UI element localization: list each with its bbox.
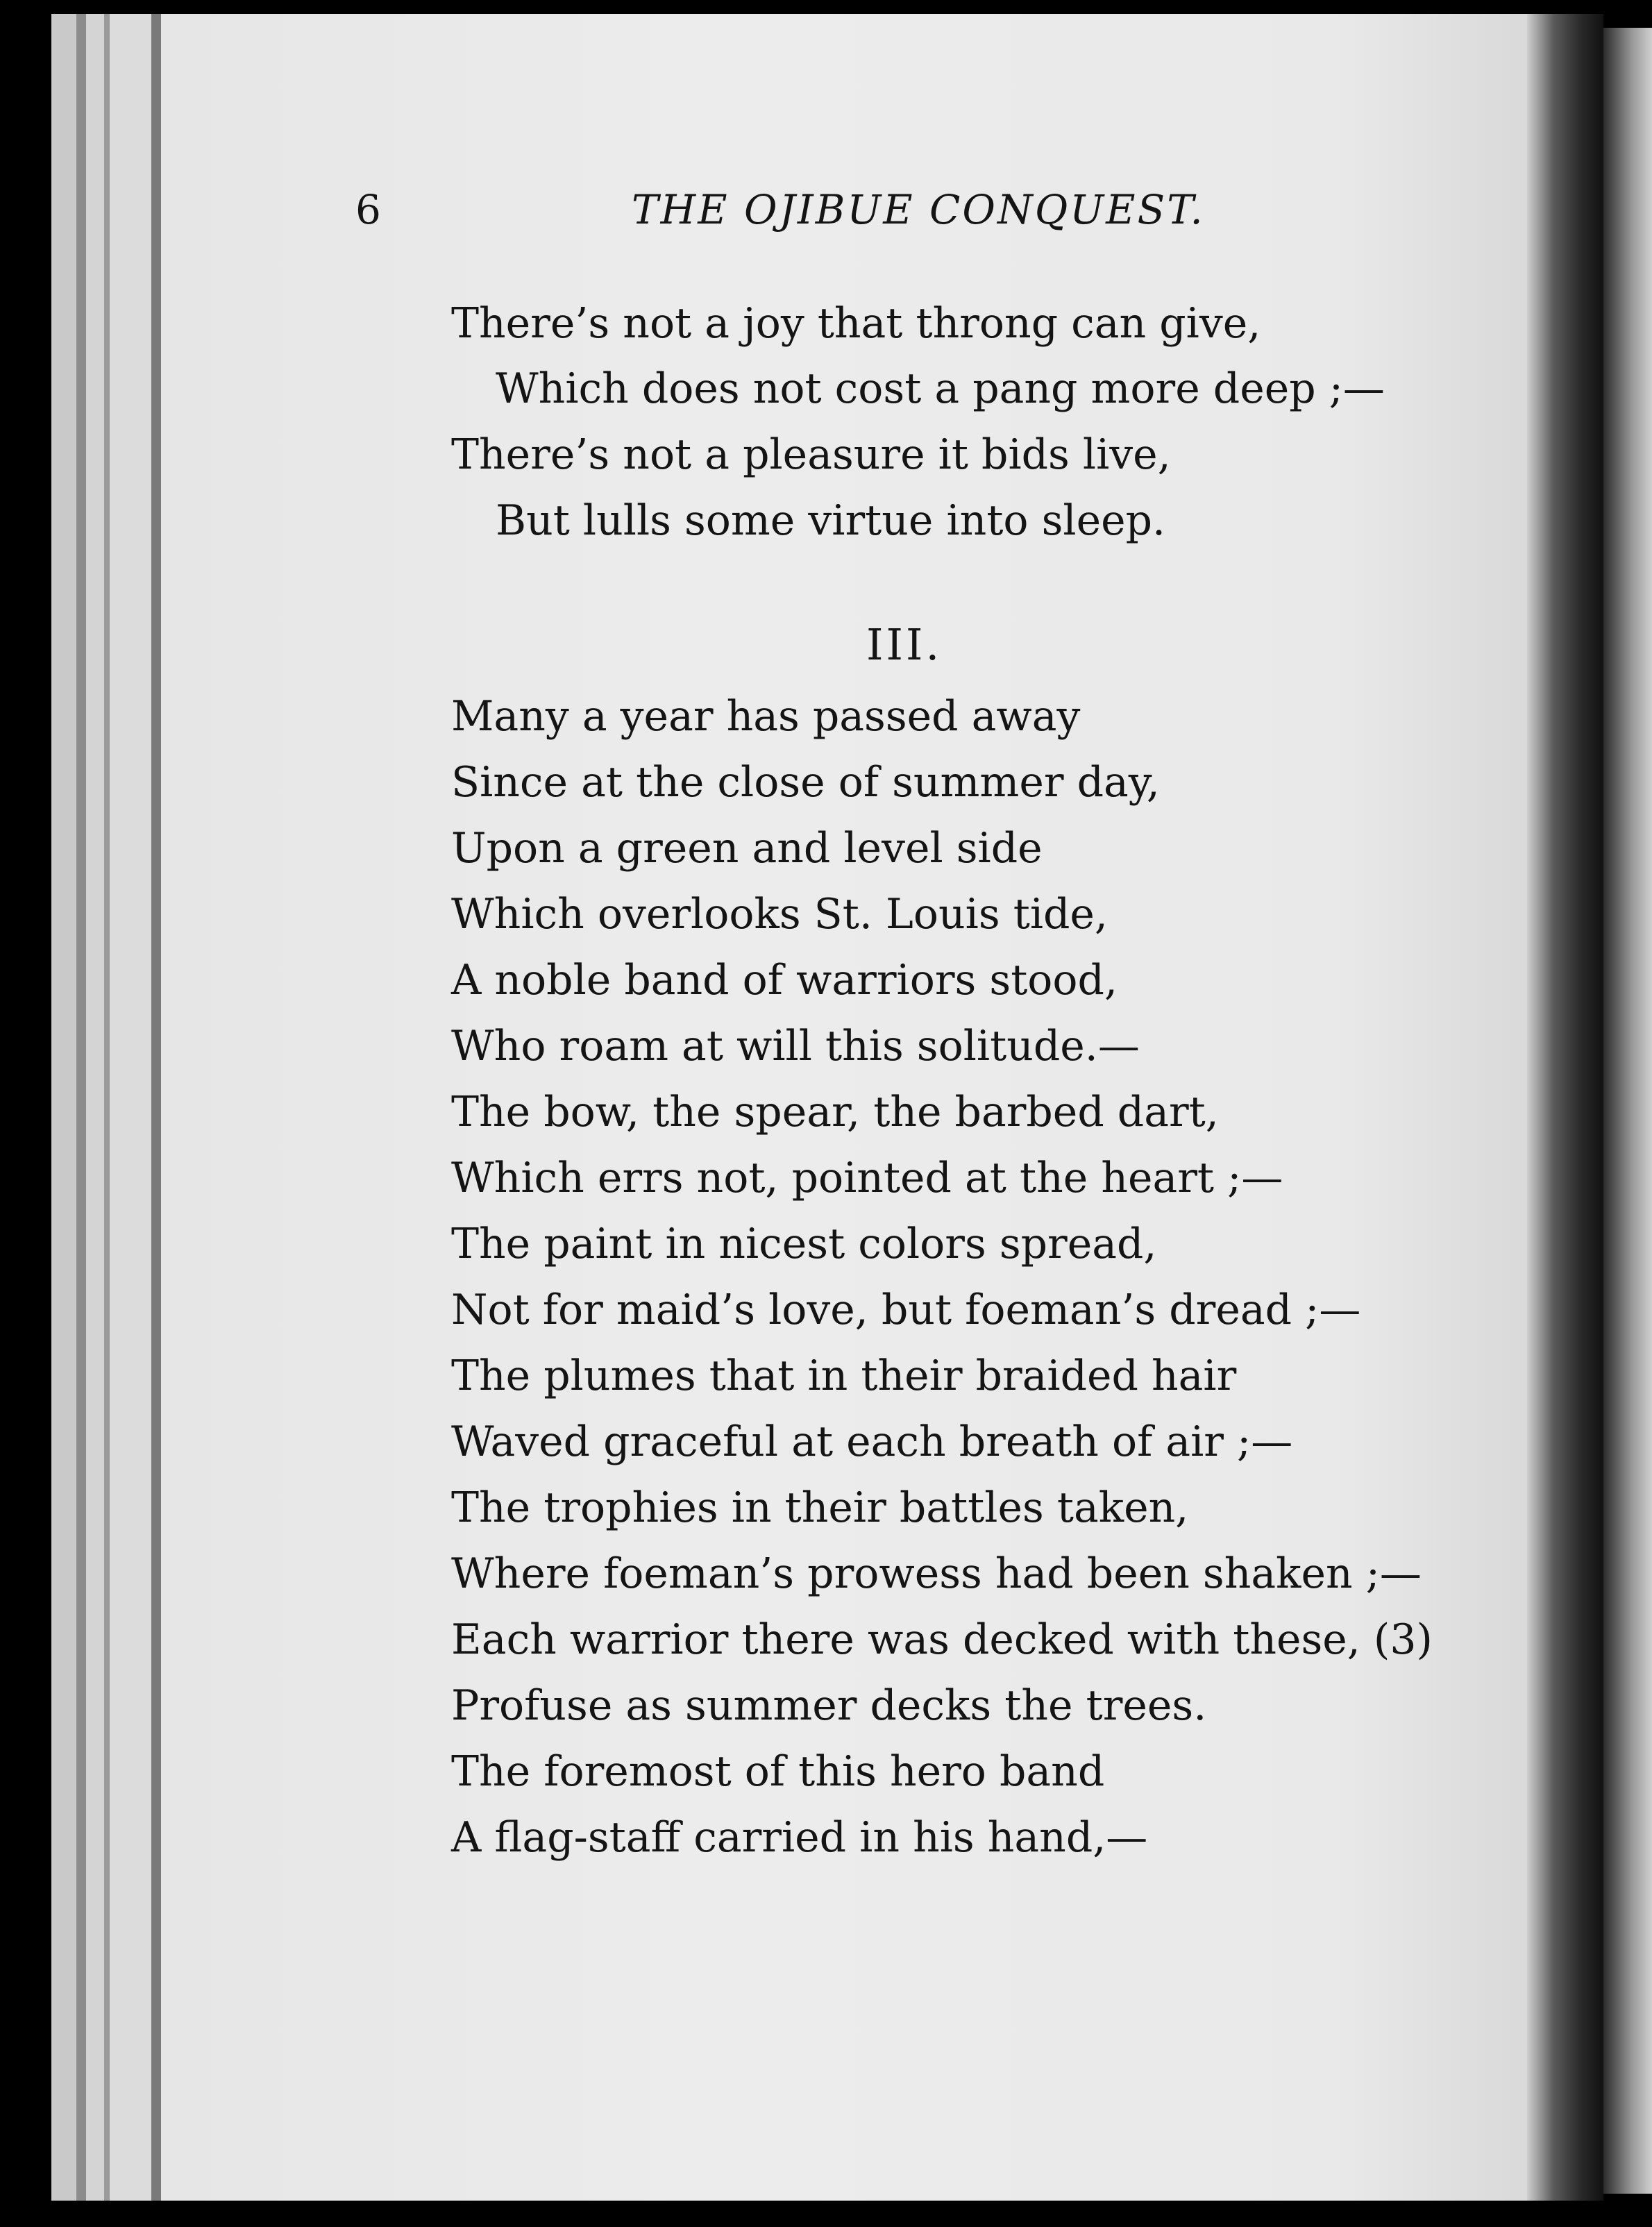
poem-line: Profuse as summer decks the trees.	[451, 1681, 1207, 1730]
poem-line: Which overlooks St. Louis tide,	[451, 890, 1108, 939]
poem-line: Upon a green and level side	[451, 824, 1043, 873]
poem-line: The foremost of this hero band	[451, 1747, 1105, 1796]
facing-page-edge	[1603, 28, 1652, 2194]
poem-line: Many a year has passed away	[451, 692, 1081, 741]
section-heading: III.	[866, 619, 943, 670]
poem-line: Who roam at will this solitude.—	[451, 1022, 1140, 1070]
poem-line: The bow, the spear, the barbed dart,	[451, 1088, 1219, 1136]
page-header	[0, 186, 1652, 242]
poem-line: A flag-staff carried in his hand,—	[451, 1813, 1148, 1862]
poem-line: The trophies in their battles taken,	[451, 1484, 1189, 1532]
page-edge	[76, 14, 86, 2201]
page-edge	[86, 14, 104, 2201]
poem-line: Each warrior there was decked with these, (3)	[451, 1615, 1433, 1664]
poem-line: The plumes that in their braided hair	[451, 1352, 1237, 1400]
poem-line: A noble band of warriors stood,	[451, 956, 1118, 1005]
poem-line: Which errs not, pointed at the heart ;—	[451, 1154, 1283, 1202]
poem-line: Where foeman’s prowess had been shaken ;—	[451, 1549, 1422, 1598]
page-edge	[151, 14, 161, 2201]
page-edge	[110, 14, 151, 2201]
poem-line: But lulls some virtue into sleep.	[496, 496, 1166, 545]
poem-line: There’s not a joy that throng can give,	[451, 299, 1261, 348]
poem-line: There’s not a pleasure it bids live,	[451, 430, 1171, 479]
poem-line: Waved graceful at each breath of air ;—	[451, 1418, 1293, 1466]
running-title: THE OJIBUE CONQUEST.	[632, 186, 1205, 233]
poem-line: Since at the close of summer day,	[451, 758, 1160, 807]
poem-line: Not for maid’s love, but foeman’s dread ;—	[451, 1286, 1361, 1334]
page-edge	[104, 14, 110, 2201]
poem-line: The paint in nicest colors spread,	[451, 1220, 1157, 1268]
page-number: 6	[355, 186, 381, 233]
page-edge	[51, 14, 76, 2201]
binding-shadow	[1527, 14, 1603, 2201]
poem-line: Which does not cost a pang more deep ;—	[496, 364, 1385, 413]
